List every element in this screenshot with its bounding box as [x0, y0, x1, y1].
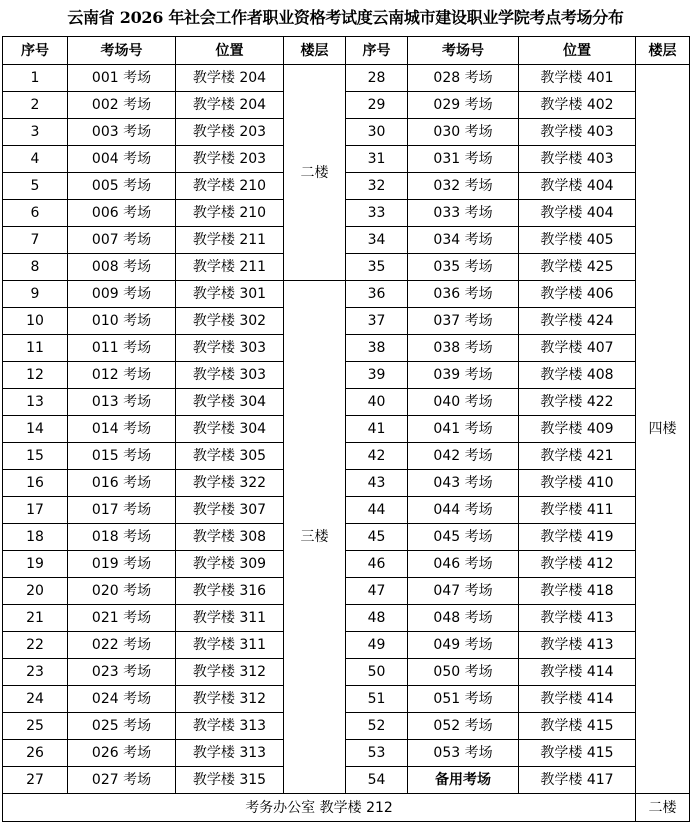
row-seq-right: 31 — [346, 146, 408, 173]
row-location-right: 教学楼 414 — [519, 659, 636, 686]
row-room-no-right: 备用考场 — [408, 767, 519, 794]
row-room-no: 017 考场 — [68, 497, 176, 524]
table-row — [3, 254, 690, 281]
row-room-no: 001 考场 — [68, 65, 176, 92]
row-room-no-right: 046 考场 — [408, 551, 519, 578]
row-seq-right: 45 — [346, 524, 408, 551]
row-room-no: 012 考场 — [68, 362, 176, 389]
row-location-right: 教学楼 401 — [519, 65, 636, 92]
row-seq: 13 — [3, 389, 68, 416]
row-location: 教学楼 315 — [176, 767, 284, 794]
row-room-no-right: 048 考场 — [408, 605, 519, 632]
row-location: 教学楼 305 — [176, 443, 284, 470]
table-row — [3, 470, 690, 497]
table-row — [3, 767, 690, 794]
row-location-right: 教学楼 402 — [519, 92, 636, 119]
row-location-right: 教学楼 408 — [519, 362, 636, 389]
row-room-no: 002 考场 — [68, 92, 176, 119]
row-room-no-right: 050 考场 — [408, 659, 519, 686]
row-seq: 19 — [3, 551, 68, 578]
row-room-no-right: 029 考场 — [408, 92, 519, 119]
header-location: 位置 — [176, 37, 284, 65]
row-seq: 8 — [3, 254, 68, 281]
row-room-no-right: 042 考场 — [408, 443, 519, 470]
row-location: 教学楼 309 — [176, 551, 284, 578]
row-seq-right: 46 — [346, 551, 408, 578]
header-room-no: 考场号 — [68, 37, 176, 65]
row-room-no: 011 考场 — [68, 335, 176, 362]
row-room-no-right: 052 考场 — [408, 713, 519, 740]
row-location: 教学楼 210 — [176, 200, 284, 227]
row-location: 教学楼 304 — [176, 416, 284, 443]
row-room-no-right: 041 考场 — [408, 416, 519, 443]
row-room-no: 023 考场 — [68, 659, 176, 686]
row-seq-right: 30 — [346, 119, 408, 146]
row-location: 教学楼 303 — [176, 335, 284, 362]
row-seq-right: 41 — [346, 416, 408, 443]
row-room-no-right: 031 考场 — [408, 146, 519, 173]
row-location: 教学楼 312 — [176, 659, 284, 686]
row-room-no: 019 考场 — [68, 551, 176, 578]
row-seq: 10 — [3, 308, 68, 335]
row-seq: 18 — [3, 524, 68, 551]
row-room-no: 020 考场 — [68, 578, 176, 605]
table-row — [3, 524, 690, 551]
exam-office-floor: 二楼 — [636, 794, 690, 822]
table-row — [3, 686, 690, 713]
floor-third-cell: 三楼 — [284, 281, 346, 794]
row-seq: 7 — [3, 227, 68, 254]
row-location: 教学楼 316 — [176, 578, 284, 605]
footer-row — [3, 794, 690, 822]
row-location-right: 教学楼 404 — [519, 200, 636, 227]
row-room-no: 022 考场 — [68, 632, 176, 659]
row-seq: 25 — [3, 713, 68, 740]
row-seq: 16 — [3, 470, 68, 497]
row-room-no-right: 044 考场 — [408, 497, 519, 524]
row-room-no: 024 考场 — [68, 686, 176, 713]
table-row — [3, 119, 690, 146]
row-room-no-right: 053 考场 — [408, 740, 519, 767]
row-seq-right: 39 — [346, 362, 408, 389]
row-location-right: 教学楼 413 — [519, 632, 636, 659]
row-seq-right: 37 — [346, 308, 408, 335]
row-room-no-right: 037 考场 — [408, 308, 519, 335]
row-location-right: 教学楼 407 — [519, 335, 636, 362]
header-floor-right: 楼层 — [636, 37, 690, 65]
row-room-no: 018 考场 — [68, 524, 176, 551]
row-seq-right: 32 — [346, 173, 408, 200]
table-row — [3, 497, 690, 524]
table-row — [3, 227, 690, 254]
row-location: 教学楼 211 — [176, 227, 284, 254]
table-row — [3, 578, 690, 605]
row-location: 教学楼 312 — [176, 686, 284, 713]
row-location-right: 教学楼 425 — [519, 254, 636, 281]
header-row — [3, 37, 690, 65]
row-room-no-right: 036 考场 — [408, 281, 519, 308]
row-location-right: 教学楼 421 — [519, 443, 636, 470]
row-seq: 4 — [3, 146, 68, 173]
row-seq-right: 51 — [346, 686, 408, 713]
row-location: 教学楼 204 — [176, 65, 284, 92]
header-location-right: 位置 — [519, 37, 636, 65]
row-location: 教学楼 307 — [176, 497, 284, 524]
row-seq: 15 — [3, 443, 68, 470]
row-location-right: 教学楼 410 — [519, 470, 636, 497]
table-body — [3, 65, 690, 794]
row-seq-right: 54 — [346, 767, 408, 794]
row-room-no-right: 039 考场 — [408, 362, 519, 389]
row-location: 教学楼 204 — [176, 92, 284, 119]
row-room-no-right: 035 考场 — [408, 254, 519, 281]
row-seq-right: 48 — [346, 605, 408, 632]
row-room-no-right: 045 考场 — [408, 524, 519, 551]
row-seq-right: 36 — [346, 281, 408, 308]
row-seq: 14 — [3, 416, 68, 443]
row-location-right: 教学楼 405 — [519, 227, 636, 254]
row-seq: 3 — [3, 119, 68, 146]
row-location-right: 教学楼 406 — [519, 281, 636, 308]
row-room-no-right: 038 考场 — [408, 335, 519, 362]
row-location: 教学楼 311 — [176, 632, 284, 659]
table-row — [3, 416, 690, 443]
row-room-no: 005 考场 — [68, 173, 176, 200]
row-room-no: 014 考场 — [68, 416, 176, 443]
row-room-no-right: 040 考场 — [408, 389, 519, 416]
row-location: 教学楼 308 — [176, 524, 284, 551]
table-row — [3, 65, 690, 92]
header-room-no-right: 考场号 — [408, 37, 519, 65]
row-location: 教学楼 301 — [176, 281, 284, 308]
row-seq: 6 — [3, 200, 68, 227]
row-seq: 5 — [3, 173, 68, 200]
table-row — [3, 308, 690, 335]
row-seq-right: 44 — [346, 497, 408, 524]
row-seq-right: 43 — [346, 470, 408, 497]
row-seq: 2 — [3, 92, 68, 119]
row-location: 教学楼 313 — [176, 740, 284, 767]
row-seq-right: 52 — [346, 713, 408, 740]
row-room-no: 006 考场 — [68, 200, 176, 227]
row-seq-right: 28 — [346, 65, 408, 92]
row-seq: 1 — [3, 65, 68, 92]
row-seq-right: 29 — [346, 92, 408, 119]
row-room-no-right: 047 考场 — [408, 578, 519, 605]
table-row — [3, 389, 690, 416]
row-seq: 22 — [3, 632, 68, 659]
row-seq-right: 42 — [346, 443, 408, 470]
row-room-no-right: 032 考场 — [408, 173, 519, 200]
row-location: 教学楼 311 — [176, 605, 284, 632]
row-room-no: 026 考场 — [68, 740, 176, 767]
table-row — [3, 713, 690, 740]
table-row — [3, 200, 690, 227]
row-room-no-right: 051 考场 — [408, 686, 519, 713]
floor-fourth-cell: 四楼 — [636, 65, 690, 794]
row-seq-right: 47 — [346, 578, 408, 605]
row-room-no-right: 034 考场 — [408, 227, 519, 254]
row-seq-right: 34 — [346, 227, 408, 254]
row-location: 教学楼 211 — [176, 254, 284, 281]
row-location-right: 教学楼 415 — [519, 740, 636, 767]
row-room-no: 009 考场 — [68, 281, 176, 308]
row-room-no-right: 030 考场 — [408, 119, 519, 146]
row-room-no: 003 考场 — [68, 119, 176, 146]
row-location-right: 教学楼 414 — [519, 686, 636, 713]
row-seq: 21 — [3, 605, 68, 632]
exam-room-table — [2, 36, 690, 822]
row-seq: 9 — [3, 281, 68, 308]
row-seq-right: 40 — [346, 389, 408, 416]
row-room-no: 015 考场 — [68, 443, 176, 470]
table-row — [3, 605, 690, 632]
table-row — [3, 92, 690, 119]
row-location: 教学楼 303 — [176, 362, 284, 389]
table-row — [3, 659, 690, 686]
row-location-right: 教学楼 422 — [519, 389, 636, 416]
row-seq: 20 — [3, 578, 68, 605]
row-location-right: 教学楼 413 — [519, 605, 636, 632]
row-seq-right: 35 — [346, 254, 408, 281]
row-room-no-right: 049 考场 — [408, 632, 519, 659]
row-location-right: 教学楼 424 — [519, 308, 636, 335]
row-location-right: 教学楼 419 — [519, 524, 636, 551]
row-room-no: 010 考场 — [68, 308, 176, 335]
row-location: 教学楼 203 — [176, 119, 284, 146]
row-location: 教学楼 322 — [176, 470, 284, 497]
table-row — [3, 146, 690, 173]
row-location-right: 教学楼 412 — [519, 551, 636, 578]
row-seq: 23 — [3, 659, 68, 686]
row-seq-right: 33 — [346, 200, 408, 227]
row-seq: 24 — [3, 686, 68, 713]
row-seq: 27 — [3, 767, 68, 794]
row-seq-right: 53 — [346, 740, 408, 767]
table-row — [3, 740, 690, 767]
header-seq: 序号 — [3, 37, 68, 65]
row-location-right: 教学楼 403 — [519, 119, 636, 146]
row-seq: 26 — [3, 740, 68, 767]
row-location-right: 教学楼 418 — [519, 578, 636, 605]
row-seq: 17 — [3, 497, 68, 524]
row-room-no: 027 考场 — [68, 767, 176, 794]
row-room-no: 013 考场 — [68, 389, 176, 416]
row-location-right: 教学楼 403 — [519, 146, 636, 173]
row-seq: 11 — [3, 335, 68, 362]
row-location-right: 教学楼 409 — [519, 416, 636, 443]
table-row — [3, 362, 690, 389]
row-location: 教学楼 210 — [176, 173, 284, 200]
table-row — [3, 632, 690, 659]
row-location: 教学楼 313 — [176, 713, 284, 740]
document-title: 云南省 2026 年社会工作者职业资格考试度云南城市建设职业学院考点考场分布 — [67, 8, 624, 27]
table-row — [3, 173, 690, 200]
row-seq-right: 49 — [346, 632, 408, 659]
row-room-no-right: 043 考场 — [408, 470, 519, 497]
row-room-no: 008 考场 — [68, 254, 176, 281]
row-location-right: 教学楼 404 — [519, 173, 636, 200]
exam-office-cell: 考务办公室 教学楼 212 — [3, 794, 636, 822]
row-location: 教学楼 304 — [176, 389, 284, 416]
row-seq-right: 50 — [346, 659, 408, 686]
row-seq-right: 38 — [346, 335, 408, 362]
row-room-no: 016 考场 — [68, 470, 176, 497]
table-row — [3, 281, 690, 308]
table-row — [3, 443, 690, 470]
row-location: 教学楼 302 — [176, 308, 284, 335]
row-location-right: 教学楼 417 — [519, 767, 636, 794]
row-room-no: 025 考场 — [68, 713, 176, 740]
row-room-no: 004 考场 — [68, 146, 176, 173]
row-location-right: 教学楼 415 — [519, 713, 636, 740]
row-room-no: 021 考场 — [68, 605, 176, 632]
row-location: 教学楼 203 — [176, 146, 284, 173]
row-room-no-right: 028 考场 — [408, 65, 519, 92]
row-seq: 12 — [3, 362, 68, 389]
table-row — [3, 551, 690, 578]
floor-second-cell: 二楼 — [284, 65, 346, 281]
header-floor: 楼层 — [284, 37, 346, 65]
header-seq-right: 序号 — [346, 37, 408, 65]
row-room-no: 007 考场 — [68, 227, 176, 254]
row-room-no-right: 033 考场 — [408, 200, 519, 227]
row-location-right: 教学楼 411 — [519, 497, 636, 524]
table-row — [3, 335, 690, 362]
